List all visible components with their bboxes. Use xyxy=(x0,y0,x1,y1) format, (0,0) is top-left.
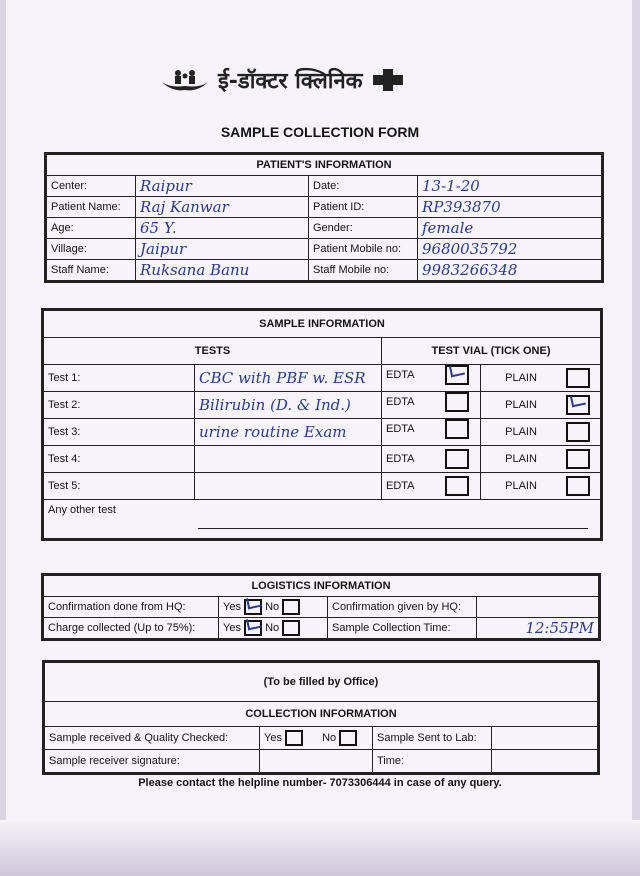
edta-checkbox[interactable] xyxy=(445,449,469,469)
patient-mobile-value: 9680035792 xyxy=(418,239,602,260)
age-label: Age: xyxy=(47,218,136,239)
hq-yes-checkbox[interactable] xyxy=(244,599,262,615)
time-value[interactable] xyxy=(492,750,598,773)
plain-checkbox[interactable] xyxy=(566,476,590,496)
village-label: Village: xyxy=(47,239,136,260)
vial-header: TEST VIAL (TICK ONE) xyxy=(382,338,601,365)
test-value: Bilirubin (D. & Ind.) xyxy=(195,392,382,419)
patient-id-value: RP393870 xyxy=(418,197,602,218)
plain-checkbox[interactable] xyxy=(566,395,590,415)
sample-section-title: SAMPLE INFORMATION xyxy=(44,311,601,338)
test-value: urine routine Exam xyxy=(195,419,382,446)
sample-info-table xyxy=(43,310,601,539)
no-label: No xyxy=(322,731,337,744)
edta-label: EDTA xyxy=(386,395,414,408)
quality-yes-checkbox[interactable] xyxy=(285,730,303,746)
test-label: Test 2: xyxy=(44,392,195,419)
center-value: Raipur xyxy=(136,176,309,197)
collection-section-title: COLLECTION INFORMATION xyxy=(45,702,598,727)
plain-label: PLAIN xyxy=(505,425,537,438)
collection-time-value: 12:55PM xyxy=(477,618,599,639)
charge-collected-label: Charge collected (Up to 75%): xyxy=(44,618,219,639)
edta-label: EDTA xyxy=(386,422,414,435)
quality-no-checkbox[interactable] xyxy=(339,730,357,746)
staff-name-value: Ruksana Banu xyxy=(136,260,309,281)
yes-label: Yes xyxy=(264,731,282,744)
staff-mobile-label: Staff Mobile no: xyxy=(309,260,418,281)
patient-section-title: PATIENT'S INFORMATION xyxy=(47,155,602,176)
test-value: CBC with PBF w. ESR xyxy=(195,365,382,392)
other-test-field[interactable] xyxy=(198,524,588,529)
test-label: Test 1: xyxy=(44,365,195,392)
date-value: 13-1-20 xyxy=(418,176,602,197)
quality-checked-label: Sample received & Quality Checked: xyxy=(45,727,260,750)
plain-checkbox[interactable] xyxy=(566,368,590,388)
patient-mobile-label: Patient Mobile no: xyxy=(309,239,418,260)
staff-name-label: Staff Name: xyxy=(47,260,136,281)
edta-label: EDTA xyxy=(386,479,414,492)
plain-label: PLAIN xyxy=(505,452,537,465)
test-row xyxy=(44,473,601,500)
helpline-footer: Please contact the helpline number- 7073306444 in case of any query. xyxy=(138,777,502,789)
patient-info-table xyxy=(46,154,602,281)
test-label: Test 5: xyxy=(44,473,195,500)
clinic-name: ई-डॉक्टर क्लिनिक xyxy=(218,69,363,94)
test-row xyxy=(44,392,601,419)
test-label: Test 3: xyxy=(44,419,195,446)
plain-label: PLAIN xyxy=(505,398,537,411)
sent-to-lab-label: Sample Sent to Lab: xyxy=(373,727,492,750)
edta-checkbox[interactable] xyxy=(445,476,469,496)
plain-checkbox[interactable] xyxy=(566,449,590,469)
patient-name-label: Patient Name: xyxy=(47,197,136,218)
plain-label: PLAIN xyxy=(505,479,537,492)
test-value xyxy=(195,473,382,500)
receiver-signature-value[interactable] xyxy=(260,750,373,773)
hq-confirmation-label: Confirmation done from HQ: xyxy=(44,597,219,618)
clinic-header xyxy=(160,62,405,98)
age-value: 65 Y. xyxy=(136,218,309,239)
patient-name-value: Raj Kanwar xyxy=(136,197,309,218)
staff-mobile-value: 9983266348 xyxy=(418,260,602,281)
test-row xyxy=(44,365,601,392)
test-label: Test 4: xyxy=(44,446,195,473)
clinic-logo-icon xyxy=(160,68,210,92)
edta-checkbox[interactable] xyxy=(445,419,469,439)
plain-label: PLAIN xyxy=(505,371,537,384)
edta-checkbox[interactable] xyxy=(445,392,469,412)
gender-value: female xyxy=(418,218,602,239)
gender-label: Gender: xyxy=(309,218,418,239)
time-label: Time: xyxy=(373,750,492,773)
charge-no-checkbox[interactable] xyxy=(282,620,300,636)
edta-checkbox[interactable] xyxy=(445,365,469,385)
form-title: SAMPLE COLLECTION FORM xyxy=(220,124,420,140)
test-value xyxy=(195,446,382,473)
confirmation-given-value[interactable] xyxy=(477,597,599,618)
test-row xyxy=(44,446,601,473)
logistics-section-title: LOGISTICS INFORMATION xyxy=(44,576,599,597)
other-test-label: Any other test xyxy=(48,504,116,516)
village-value: Jaipur xyxy=(136,239,309,260)
scan-shadow xyxy=(0,820,640,876)
plain-checkbox[interactable] xyxy=(566,422,590,442)
tests-header: TESTS xyxy=(44,338,382,365)
yes-label: Yes xyxy=(223,621,241,634)
collection-info-table xyxy=(44,662,598,773)
collection-time-label: Sample Collection Time: xyxy=(328,618,477,639)
edta-label: EDTA xyxy=(386,368,414,381)
patient-id-label: Patient ID: xyxy=(309,197,418,218)
edta-label: EDTA xyxy=(386,452,414,465)
sent-to-lab-value[interactable] xyxy=(492,727,598,750)
no-label: No xyxy=(265,621,280,634)
yes-label: Yes xyxy=(223,600,241,613)
receiver-signature-label: Sample receiver signature: xyxy=(45,750,260,773)
confirmation-given-label: Confirmation given by HQ: xyxy=(328,597,477,618)
hq-no-checkbox[interactable] xyxy=(282,599,300,615)
office-note: (To be filled by Office) xyxy=(45,663,598,702)
logistics-info-table xyxy=(43,575,599,639)
test-row xyxy=(44,419,601,446)
no-label: No xyxy=(265,600,280,613)
center-label: Center: xyxy=(47,176,136,197)
date-label: Date: xyxy=(309,176,418,197)
medical-cross-icon xyxy=(371,67,405,93)
charge-yes-checkbox[interactable] xyxy=(244,620,262,636)
